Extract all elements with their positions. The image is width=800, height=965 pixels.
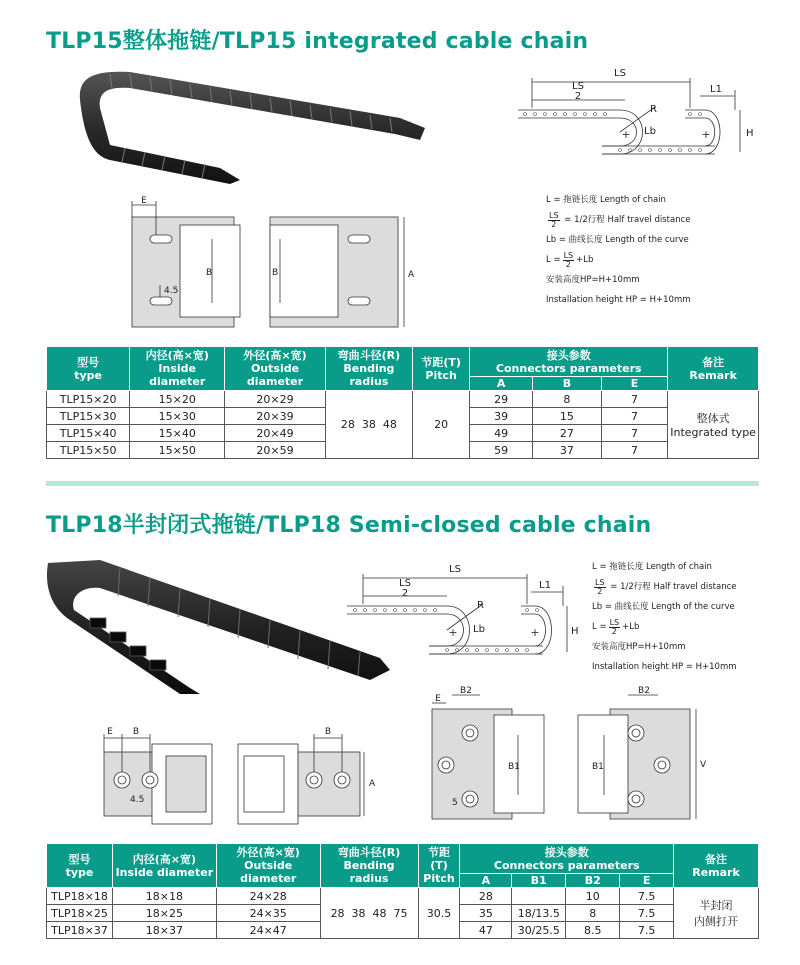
col-type: 型号 type	[47, 844, 113, 888]
dim-lb: Lb	[644, 126, 656, 137]
bend-values: 28 38 48 75	[320, 888, 418, 939]
pitch-value: 20	[412, 391, 469, 459]
section2-title: TLP18半封闭式拖链/TLP18 Semi-closed cable chain	[46, 513, 652, 538]
col-b1: B1	[512, 874, 566, 888]
table-row: TLP15×20 15×20 20×29 28 38 48 20 29 8 7 整体式 Integrated type	[47, 391, 759, 408]
dim-l1: L1	[539, 580, 551, 591]
dim-h: H	[571, 626, 579, 637]
svg-text:+: +	[448, 626, 458, 639]
svg-text:+: +	[621, 128, 631, 141]
legend-row: $\frac{LS}{2}$ = 1/2行程 Half travel distance	[595, 577, 737, 596]
dim-b2-left: B2	[460, 686, 472, 696]
legend-row: 安装高度HP=H+10mm	[592, 642, 686, 652]
col-b2: B2	[566, 874, 620, 888]
dim-a: A	[408, 270, 415, 280]
remark-value: 整体式 Integrated type	[668, 391, 759, 459]
dim-ls: LS	[449, 564, 461, 575]
section1-title: TLP15整体拖链/TLP15 integrated cable chain	[46, 29, 589, 54]
col-outside: 外径(高×宽) Outside diameter	[225, 347, 326, 391]
dim-b-left: B	[206, 268, 213, 278]
dim-b1-right: B1	[592, 762, 604, 772]
spec-table-tlp18	[46, 843, 759, 939]
dim-b-right: B	[324, 727, 332, 737]
legend-row: Lb = 曲线长度 Length of the curve	[592, 602, 735, 612]
dim-r: R	[650, 104, 657, 115]
table-row: TLP18×37 18×37 24×47 47 30/25.5 8.5 7.5	[47, 922, 759, 939]
col-e: E	[601, 377, 668, 391]
legend-row: L = $\frac{LS}{2}$ +Lb	[592, 617, 640, 636]
col-pitch: 节距(T) Pitch	[412, 347, 469, 391]
col-inside: 内径(高×宽) Inside diameter	[130, 347, 225, 391]
col-a: A	[460, 874, 512, 888]
col-bend: 弯曲斗径(R) Bending radius	[325, 347, 412, 391]
dim-e: E	[107, 727, 113, 737]
spec-table-tlp15	[46, 346, 759, 459]
legend-row: L = 拖链长度 Length of chain	[592, 562, 712, 572]
col-e: E	[620, 874, 674, 888]
dim-4-5: 4.5	[130, 795, 145, 805]
dim-5: 5	[452, 798, 458, 808]
formula-legend-tlp15	[546, 190, 691, 310]
dim-ls-half-num: LS	[399, 578, 411, 589]
col-remark: 备注 Remark	[674, 844, 759, 888]
col-inside: 内径(高×宽) Inside diameter	[112, 844, 216, 888]
table-row: TLP15×50 15×50 20×59 59 37 7	[47, 442, 759, 459]
svg-text:+: +	[701, 128, 711, 141]
svg-text:+: +	[530, 626, 540, 639]
chain-schematic-tlp18	[335, 560, 580, 660]
dim-e: E	[141, 196, 147, 206]
col-connectors: 接头参数 Connectors parameters	[460, 844, 674, 874]
dim-ls-half-den: 2	[574, 91, 582, 102]
link-drawing-tlp18-b	[422, 685, 712, 825]
col-pitch: 节距(T) Pitch	[418, 844, 460, 888]
dim-ls-half-den: 2	[401, 588, 409, 599]
remark-value: 半封闭 内侧打开	[674, 888, 759, 939]
dim-h: H	[746, 128, 754, 139]
dim-e2: E	[435, 694, 441, 704]
dim-b-right: B	[272, 268, 279, 278]
formula-legend-tlp18	[592, 557, 737, 677]
dim-b-left: B	[132, 727, 140, 737]
col-connectors: 接头参数 Connectors parameters	[470, 347, 668, 377]
table-row: TLP15×40 15×40 20×49 49 27 7	[47, 425, 759, 442]
legend-row: Installation height HP = H+10mm	[546, 295, 691, 305]
table-row: TLP18×25 18×25 24×35 35 18/13.5 8 7.5	[47, 905, 759, 922]
legend-row: 安装高度HP=H+10mm	[546, 275, 640, 285]
dim-v: V	[700, 760, 707, 770]
legend-row: $\frac{LS}{2}$ = 1/2行程 Half travel distance	[549, 210, 691, 229]
dim-lb: Lb	[473, 624, 485, 635]
dim-l1: L1	[710, 84, 722, 95]
col-outside: 外径(高×宽) Outside diameter	[216, 844, 320, 888]
dim-b1-left: B1	[508, 762, 520, 772]
legend-row: Lb = 曲线长度 Length of the curve	[546, 235, 689, 245]
link-drawing-tlp18-a	[92, 722, 382, 832]
legend-row: Installation height HP = H+10mm	[592, 662, 737, 672]
bend-values: 28 38 48	[325, 391, 412, 459]
link-drawing-tlp15	[120, 195, 420, 335]
section-divider	[46, 481, 759, 486]
legend-row: L = $\frac{LS}{2}$ +Lb	[546, 250, 594, 269]
pitch-value: 30.5	[418, 888, 460, 939]
dim-a: A	[369, 779, 376, 789]
chain-photo-tlp15	[70, 60, 440, 185]
dim-ls-half-num: LS	[572, 81, 584, 92]
col-bend: 弯曲斗径(R) Bending radius	[320, 844, 418, 888]
table-row: TLP15×30 15×30 20×39 39 15 7	[47, 408, 759, 425]
dim-4-5: 4.5	[164, 286, 179, 296]
dim-ls: LS	[614, 68, 626, 79]
col-b: B	[533, 377, 602, 391]
dim-b2-right: B2	[638, 686, 650, 696]
legend-row: L = 拖链长度 Length of chain	[546, 195, 666, 205]
col-a: A	[470, 377, 533, 391]
table-row: TLP18×18 18×18 24×28 28 38 48 75 30.5 28 10 7.5 半封闭 内侧打开	[47, 888, 759, 905]
chain-schematic-tlp15	[510, 62, 770, 162]
col-remark: 备注 Remark	[668, 347, 759, 391]
col-type: 型号 type	[47, 347, 130, 391]
dim-r: R	[477, 600, 484, 611]
